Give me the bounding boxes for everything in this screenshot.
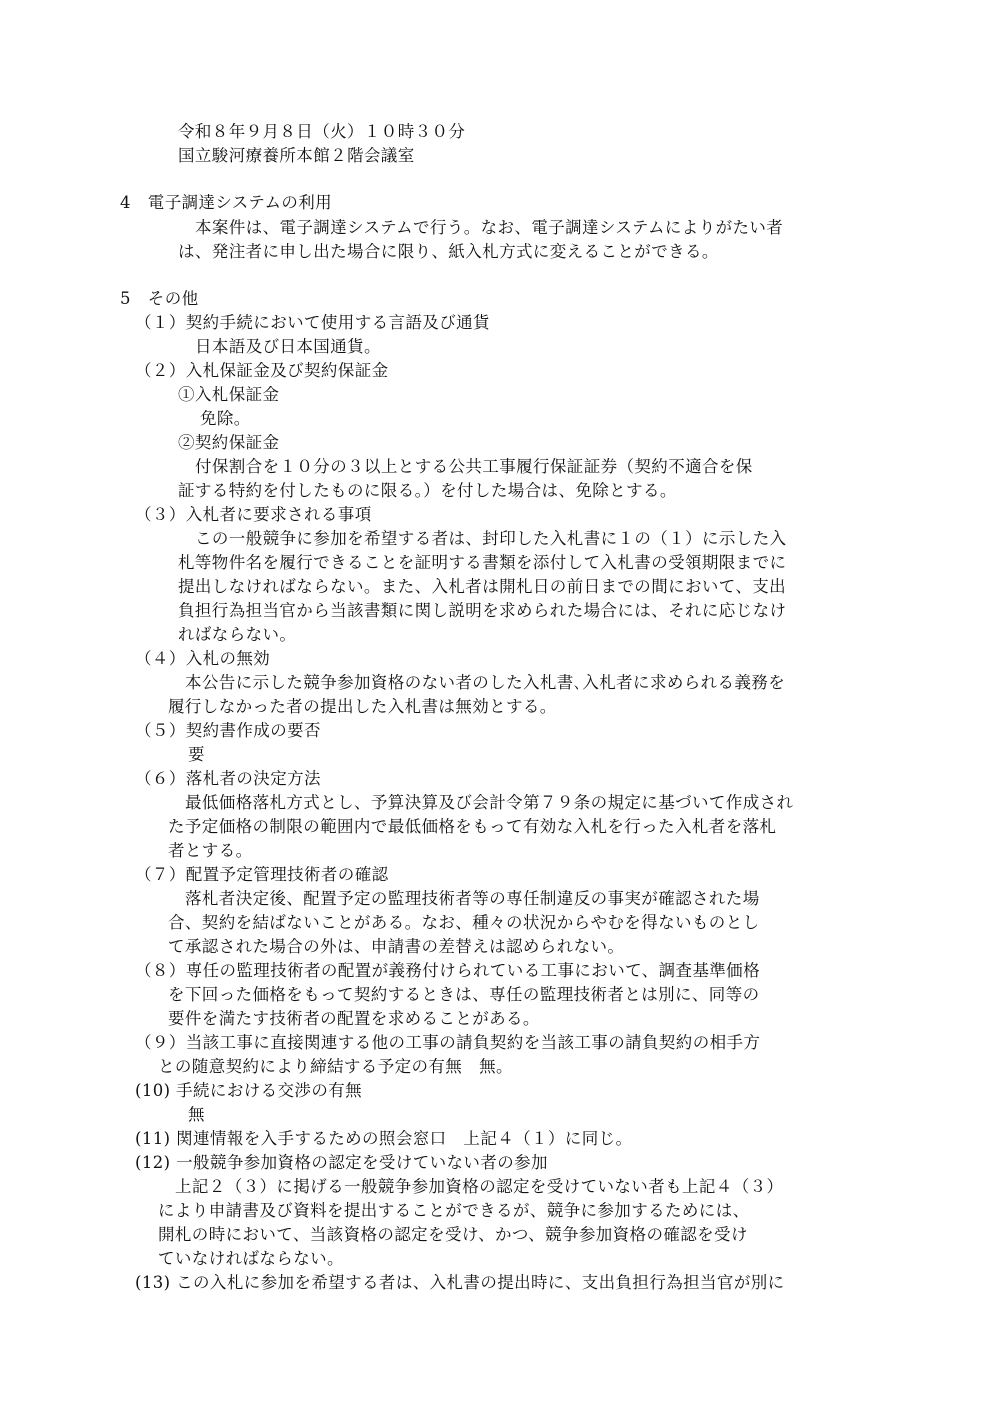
item-7-heading: （７）配置予定管理技術者の確認 <box>135 865 389 884</box>
item-9-body: との随意契約により締結する予定の有無 無。 <box>158 1057 513 1076</box>
item-7-body: 落札者決定後、配置予定の監理技術者等の専任制違反の事実が確認された場 <box>185 889 760 908</box>
item-9-heading: （９）当該工事に直接関連する他の工事の請負契約を当該工事の請負契約の相手方 <box>135 1033 761 1052</box>
item-3-heading: （３）入札者に要求される事項 <box>135 505 372 524</box>
item-7-body: て承認された場合の外は、申請書の差替えは認められない。 <box>168 937 625 956</box>
item-13-heading: (13) この入札に参加を希望する者は、入札書の提出時に、支出負担行為担当官が別に <box>135 1273 785 1292</box>
item-3-body: 札等物件名を履行できることを証明する書類を添付して入札書の受領期限までに <box>178 553 787 572</box>
section-4-body: は、発注者に申し出た場合に限り、紙入札方式に変えることができる。 <box>178 242 719 261</box>
section-4-body: 本案件は、電子調達システムで行う。なお、電子調達システムによりがたい者 <box>195 218 784 237</box>
item-5-body: 要 <box>188 745 205 764</box>
item-2-subheading: ①入札保証金 <box>178 385 280 404</box>
item-2-body: 付保割合を１０分の３以上とする公共工事履行保証証券（契約不適合を保 <box>195 457 753 476</box>
item-3-body: 負担行為担当官から当該書類に関し説明を求められた場合には、それに応じなけ <box>178 601 787 620</box>
item-6-body: た予定価格の制限の範囲内で最低価格をもって有効な入札を行った入札者を落札 <box>168 817 777 836</box>
item-1-heading: （１）契約手続において使用する言語及び通貨 <box>135 313 490 332</box>
item-12-heading: (12) 一般競争参加資格の認定を受けていない者の参加 <box>135 1153 548 1172</box>
item-8-body: を下回った価格をもって契約するときは、専任の監理技術者とは別に、同等の <box>168 985 760 1004</box>
item-8-body: 要件を満たす技術者の配置を求めることがある。 <box>168 1009 540 1028</box>
item-6-body: 最低価格落札方式とし、予算決算及び会計令第７９条の規定に基づいて作成され <box>185 793 794 812</box>
item-12-body: 開札の時において、当該資格の認定を受け、かつ、競争参加資格の確認を受け <box>158 1225 748 1244</box>
item-6-heading: （６）落札者の決定方法 <box>135 769 321 788</box>
item-5-heading: （５）契約書作成の要否 <box>135 721 321 740</box>
item-8-heading: （８）専任の監理技術者の配置が義務付けられている工事において、調査基準価格 <box>135 961 760 980</box>
section-5-heading: 5 その他 <box>120 289 199 308</box>
schedule-date: 令和８年９月８日（火）１０時３０分 <box>178 122 466 141</box>
item-11-heading: (11) 関連情報を入手するための照会窓口 上記４（１）に同じ。 <box>135 1129 633 1148</box>
item-3-body: この一般競争に参加を希望する者は、封印した入札書に１の（１）に示した入 <box>195 529 787 548</box>
item-10-heading: (10) 手続における交渉の有無 <box>135 1081 363 1100</box>
item-4-body: 本公告に示した競争参加資格のない者のした入札書､入札者に求められる義務を <box>185 673 786 692</box>
item-4-heading: （４）入札の無効 <box>135 649 271 668</box>
item-3-body: 提出しなければならない。また、入札者は開札日の前日までの間において、支出 <box>178 577 787 596</box>
item-6-body: 者とする。 <box>168 841 253 860</box>
item-2-heading: （２）入札保証金及び契約保証金 <box>135 361 389 380</box>
item-10-body: 無 <box>188 1105 205 1124</box>
item-2-subheading: ②契約保証金 <box>178 433 280 452</box>
item-2-body: 免除。 <box>200 409 251 428</box>
item-2-body: 証する特約を付したものに限る。）を付した場合は、免除とする。 <box>178 481 677 500</box>
item-12-body: により申請書及び資料を提出することができるが、競争に参加するためには、 <box>158 1201 750 1220</box>
item-12-body: 上記２（３）に掲げる一般競争参加資格の認定を受けていない者も上記４（３） <box>175 1177 784 1196</box>
schedule-venue: 国立駿河療養所本館２階会議室 <box>178 146 415 165</box>
section-4-heading: 4 電子調達システムの利用 <box>120 193 333 212</box>
item-7-body: 合、契約を結ばないことがある。なお、種々の状況からやむを得ないものとし <box>168 913 760 932</box>
item-12-body: ていなければならない。 <box>158 1249 344 1268</box>
item-3-body: ればならない。 <box>178 625 297 644</box>
item-1-body: 日本語及び日本国通貨。 <box>195 337 381 356</box>
item-4-body: 履行しなかった者の提出した入札書は無効とする。 <box>168 697 557 716</box>
